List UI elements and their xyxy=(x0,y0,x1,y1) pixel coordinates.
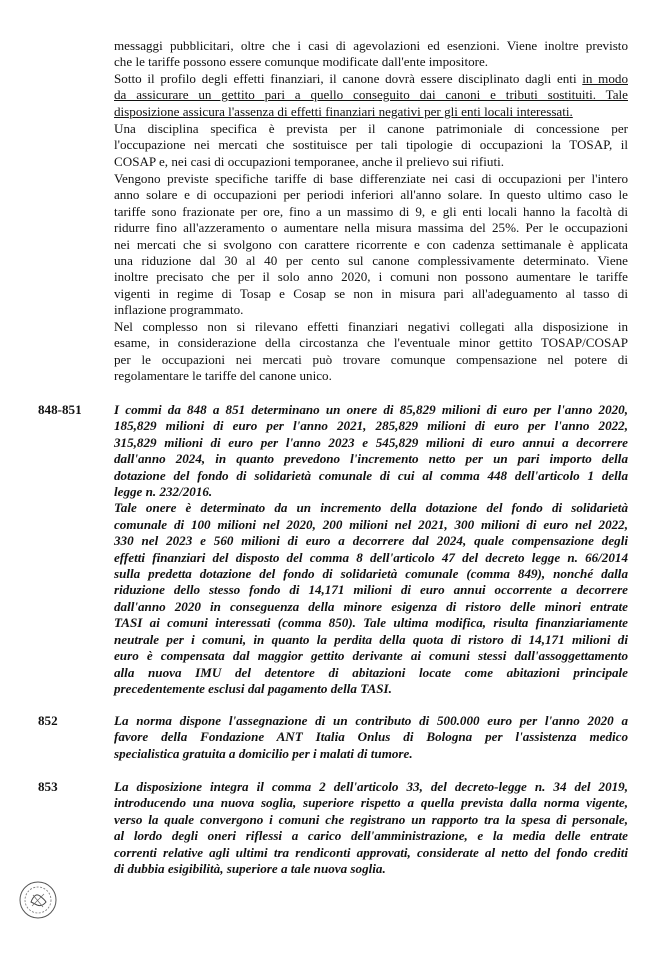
text-line: La disposizione integra il comma 2 dell'articolo 33, del decreto-legge n. 34 del 2019, xyxy=(114,779,628,794)
text-line: favore della Fondazione ANT Italia Onlus di Bologna per l'assistenza medico xyxy=(114,729,628,745)
text-line: al lordo degli oneri riflessi a carico dell'amministrazione, e la media delle entrate xyxy=(114,828,628,844)
text-line: alla nuova IMU del detentore di abitazioni locate come abitazioni principale xyxy=(114,664,628,680)
text-line: l'occupazione nei mercati che sostituisce per tali tipologie di occupazioni la TOSAP, il xyxy=(114,137,628,153)
text-line: ridurre fino all'azzeramento o aumentare nella misura massima del 25%. Per le occupazioni xyxy=(114,220,628,236)
text-line: inoltre precisato che per il solo anno 2020, i comuni non possono aumentare le tariffe xyxy=(114,269,628,285)
text-line: messaggi pubblicitari, oltre che i casi di agevolazioni ed esenzioni. Viene inoltre previsto xyxy=(114,38,628,53)
text-line: effetti finanziari del disposto del comma 8 dell'articolo 47 del decreto legge n. 66/2014 xyxy=(114,549,628,565)
section-number: 853 xyxy=(38,779,58,794)
text-line: Vengono previste specifiche tariffe di base differenziate nei casi di occupazioni per l'intero xyxy=(114,171,628,186)
intro-paragraph-2 xyxy=(114,71,628,120)
text-line: legge n. 232/2016. xyxy=(114,484,213,500)
text-line: COSAP e, nei casi di occupazioni temporanee, anche il prelievo sui rifiuti. xyxy=(114,153,505,169)
text-line: vigenti in regime di Tosap e Cosap se non in misura pari all'adeguamento al tasso di xyxy=(114,285,628,301)
text-line: esame, in considerazione della circostanza che l'eventuale minor gettito TOSAP/COSAP xyxy=(114,335,628,351)
text-line: Tale onere è determinato da un incremento della dotazione del fondo di solidarietà xyxy=(114,500,628,516)
text-line: che le tariffe possono essere comunque modificate dall'ente impositore. xyxy=(114,54,489,70)
text-line: Una disciplina specifica è prevista per il canone patrimoniale di concessione per xyxy=(114,121,628,136)
underlined-text: in modo xyxy=(582,71,628,86)
text-line: Nel complesso non si rilevano effetti finanziari negativi collegati alla disposizione in xyxy=(114,319,628,334)
text-line: verso la quale convergono i comuni che registrano un rapporto tra la spesa di personale, xyxy=(114,811,628,827)
intro-paragraph-4 xyxy=(114,171,628,319)
text-line: 315,829 milioni di euro per l'anno 2023 e 545,829 milioni di euro annui a decorrere xyxy=(114,434,628,450)
official-seal-stamp xyxy=(18,880,58,920)
text-line: correnti relative agli ultimi tra rendiconti approvati, considerate al netto del fondo crediti xyxy=(114,844,628,860)
text-line: di dubbia esigibilità, superiore a tale nuova soglia. xyxy=(114,861,386,877)
text-line: tariffe sono frazionate per ore, fino a un massimo di 9, e gli enti locali hanno la facoltà di xyxy=(114,203,628,219)
underlined-text: da assicurare un gettito pari a quello conseguito dai canoni e tributi sostituiti. Tale xyxy=(114,87,628,103)
text-line: per le occupazioni nei mercati può trovare comunque compensazione nel potere di xyxy=(114,351,628,367)
text-line xyxy=(114,71,628,87)
section-848-851-text xyxy=(114,402,628,697)
text-line: 185,829 milioni di euro per l'anno 2021, 285,829 milioni di euro per l'anno 2022, xyxy=(114,418,628,434)
text-line: specialistica gratuita a domicilio per i malati di tumore. xyxy=(114,745,413,761)
text-line: nei mercati che si svolgono con carattere ricorrente e con cadenza settimanale è applicata xyxy=(114,236,628,252)
intro-paragraph-1 xyxy=(114,38,628,71)
text-line: regolamentare le tariffe del canone unico. xyxy=(114,368,332,384)
section-number: 848-851 xyxy=(38,402,82,417)
text-line: introducendo una nuova soglia, superiore rispetto a quella prevista dalla norma vigente, xyxy=(114,795,628,811)
text-line: anno solare e di occupazioni per periodi inferiori all'anno solare. In questo ultimo caso le xyxy=(114,187,628,203)
intro-paragraph-5 xyxy=(114,319,628,385)
text-line: riduzione dello stesso fondo di 14,171 milioni di euro annui occorrente a decorrere xyxy=(114,582,628,598)
underlined-text: disposizione assicura l'assenza di effetti finanziari negativi per gli enti locali interessati. xyxy=(114,103,573,119)
text-line: sulla predetta dotazione del fondo di solidarietà comunale (comma 849), nonché dalla xyxy=(114,566,628,582)
text-line: dotazione del fondo di solidarietà comunale di cui al comma 448 dell'articolo 1 della xyxy=(114,467,628,483)
intro-paragraph-3 xyxy=(114,121,628,170)
text-line: euro è compensata dal maggior gettito derivante ai comuni stessi dall'assoggettamento xyxy=(114,648,628,664)
text-line: La norma dispone l'assegnazione di un contributo di 500.000 euro per l'anno 2020 a xyxy=(114,713,628,728)
text-line: dall'anno 2020 in conseguenza della minore esigenza di ristoro delle minori entrate xyxy=(114,598,628,614)
text-line: comunale di 100 milioni nel 2020, 200 milioni nel 2021, 300 milioni di euro nel 2022, xyxy=(114,516,628,532)
text-line: dall'anno 2024, in quanto prevedono l'incremento netto per un pari importo della xyxy=(114,451,628,467)
text-line: neutrale per i comuni, in quanto la perdita della quota di ristoro di 14,171 milioni di xyxy=(114,631,628,647)
section-852-text xyxy=(114,713,628,762)
text-line: I commi da 848 a 851 determinano un onere di 85,829 milioni di euro per l'anno 2020, xyxy=(114,402,628,417)
text-line: una riduzione dal 30 al 40 per cento sul canone complessivamente determinato. Viene xyxy=(114,253,628,269)
text-line: inflazione programmato. xyxy=(114,302,244,318)
text-line: precedentemente esclusi dal pagamento della TASI. xyxy=(114,680,392,696)
section-853-text xyxy=(114,779,628,877)
text-line: TASI ai comuni interessati (comma 850). Tale ultima modifica, risulta finanziariamente xyxy=(114,615,628,631)
section-number: 852 xyxy=(38,713,58,728)
text-line: 330 nel 2023 e 560 milioni di euro a decorrere dal 2024, quale compensazione degli xyxy=(114,533,628,549)
text-segment: Sotto il profilo degli effetti finanziari, il canone dovrà essere disciplinato dagli enti xyxy=(114,71,583,86)
